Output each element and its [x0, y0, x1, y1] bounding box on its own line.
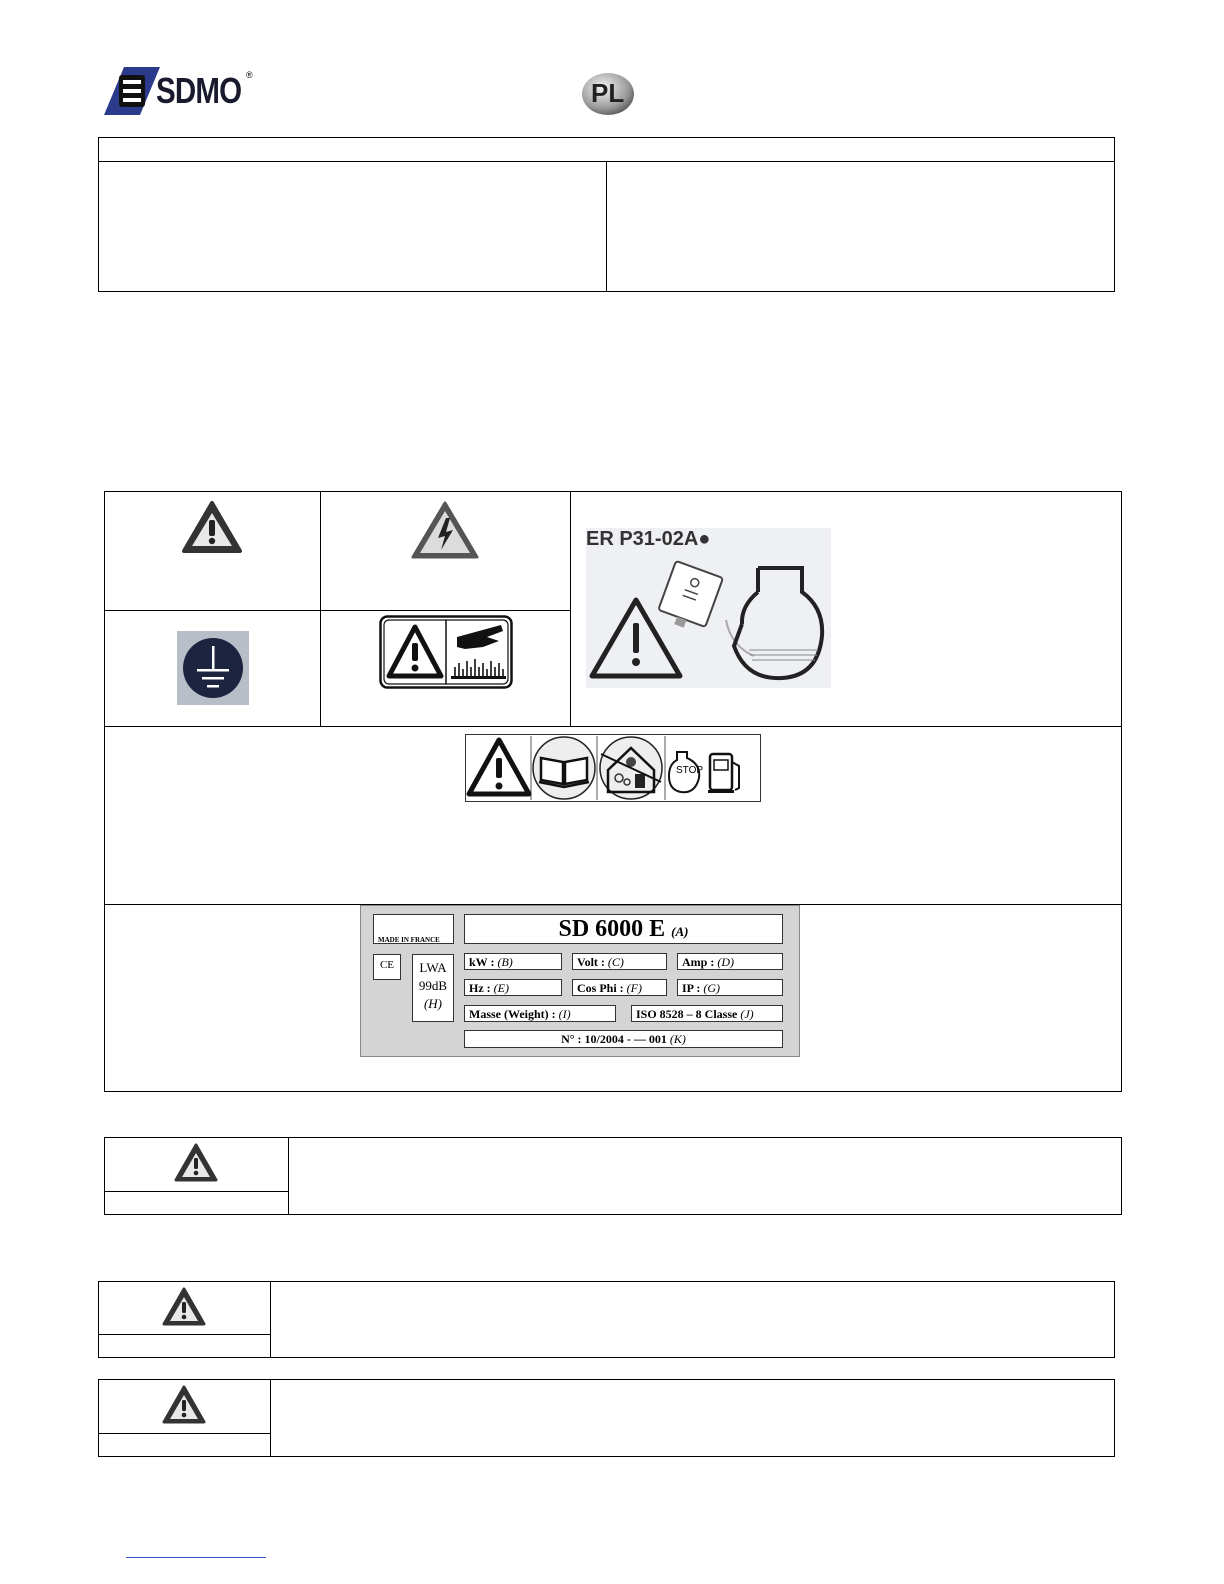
pl-badge: [581, 72, 635, 116]
warning-triangle-icon: [162, 1385, 206, 1425]
mass-field: Masse (Weight) : (I): [464, 1005, 616, 1022]
serial-field: N° : 10/2004 - — 001 (K): [464, 1030, 783, 1048]
made-in-text: MADE IN FRANCE: [378, 936, 440, 944]
oil-label-code: ER P31-02A●: [586, 528, 711, 550]
warning-box-1: [104, 1137, 1122, 1215]
lwa-ref: (H): [423, 996, 443, 1011]
ce-mark-box: [373, 954, 401, 980]
lwa-value: 99dB: [418, 978, 448, 993]
model-ref: (A): [671, 924, 689, 939]
warning-box-2-label-line: [98, 1334, 270, 1335]
lwa-box: [412, 954, 454, 1022]
sdmo-logo-icon: [104, 66, 160, 116]
oil-level-icon: [586, 528, 831, 688]
symbols-col-divider-1: [320, 491, 321, 726]
model-name: SD 6000 E: [558, 916, 666, 942]
warning-box-1-divider: [288, 1137, 289, 1215]
earth-ground-plate: [177, 631, 249, 705]
warning-box-3: [98, 1379, 1115, 1457]
warning-box-1-label-line: [104, 1191, 288, 1192]
toxic-fumes-icon: [600, 737, 662, 799]
warning-triangle-icon: [174, 1143, 218, 1183]
warning-box-2: [98, 1281, 1115, 1358]
warning-box-3-divider: [270, 1379, 271, 1457]
pictogram-stop-text: STOP: [676, 765, 704, 776]
warning-small-icon: [469, 740, 529, 794]
pl-badge-text: PL: [591, 78, 625, 108]
pictogram-strip-icons: [465, 734, 761, 802]
oil-level-label: [586, 528, 831, 688]
logo-registered-mark: ®: [246, 70, 253, 80]
model-box: [464, 914, 783, 944]
ce-mark: CE: [379, 959, 395, 971]
earth-ground-icon: [177, 631, 249, 705]
lwa-label: LWA: [419, 960, 447, 975]
electric-shock-icon: [410, 500, 480, 560]
volt-field: Volt : (C): [572, 953, 667, 970]
symbols-row-divider-2: [104, 726, 1122, 727]
hot-surface-icon: [379, 615, 513, 689]
kw-field: kW : (B): [464, 953, 562, 970]
made-in-box: [373, 914, 454, 944]
symbols-col-divider-2: [570, 491, 571, 726]
hz-field: Hz : (E): [464, 979, 562, 996]
warning-triangle-icon: [181, 500, 243, 554]
footer-link-underline[interactable]: [126, 1557, 266, 1558]
cosphi-field: Cos Phi : (F): [572, 979, 667, 996]
iso-field: ISO 8528 – 8 Classe (J): [631, 1005, 783, 1022]
warning-triangle-icon: [162, 1287, 206, 1327]
sdmo-logo: [104, 66, 254, 116]
warning-box-2-divider: [270, 1281, 271, 1358]
pictogram-strip: [465, 734, 761, 802]
logo-text: SDMO: [156, 70, 242, 111]
manual-book-icon: [533, 737, 595, 799]
ip-field: IP : (G): [677, 979, 783, 996]
header-table-column-divider: [606, 161, 607, 292]
symbols-row-divider-1: [104, 610, 570, 611]
warning-box-3-label-line: [98, 1433, 270, 1434]
amp-field: Amp : (D): [677, 953, 783, 970]
rating-plate: [360, 905, 800, 1057]
